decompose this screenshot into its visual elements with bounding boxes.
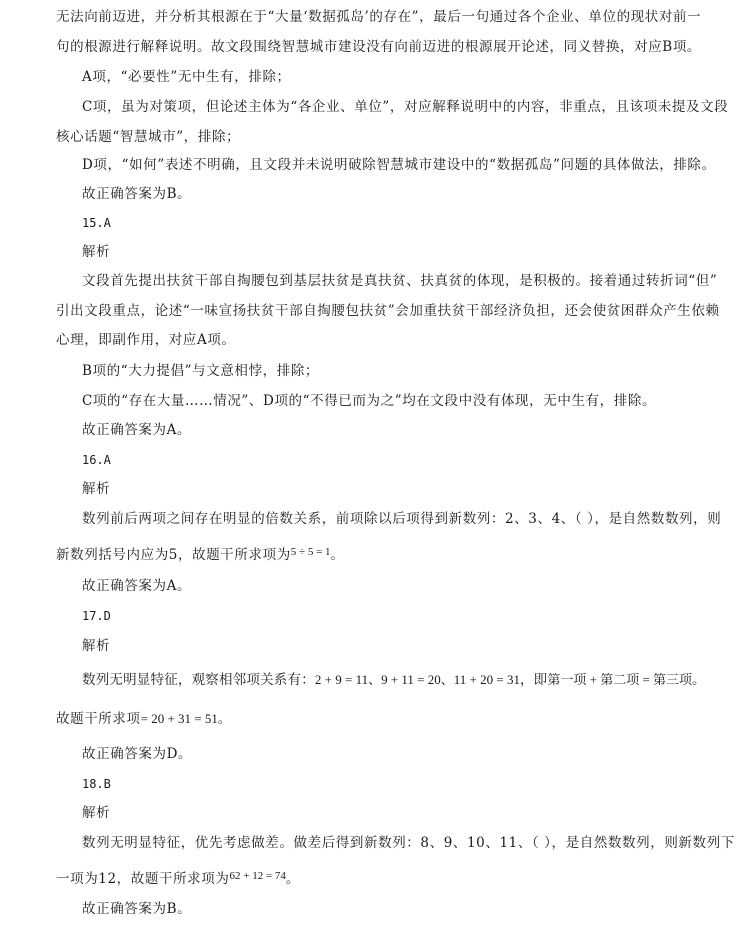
text-line-with-formula [82,671,706,689]
question-number: 18.B [82,777,111,791]
section-label: 解析 [82,805,111,821]
text-segment: 。 [217,711,232,727]
text-segment: 。 [330,547,345,563]
text-line-with-formula [56,867,698,888]
text-segment: 。 [692,672,706,688]
text-segment: 一项为12，故题干所求项为 [56,871,230,887]
question-number: 15.A [82,216,111,230]
question-number: 16.A [82,453,111,467]
formula: 第一项 + 第二项 = 第三项 [547,672,693,687]
text-line: 故正确答案为B。 [82,901,192,917]
text-line: A项，“必要性”无中生有，排除； [82,69,291,85]
text-line: 心理，即副作用，对应A项。 [56,332,236,348]
text-line: C项的“存在大量……情况”、D项的“不得已而为之”均在文段中没有体现，无中生有，排除。 [82,393,657,409]
text-line: 故正确答案为A。 [82,422,192,438]
text-line-with-formula [56,710,698,728]
text-line: 引出文段重点，论述“一味宣扬扶贫干部自掏腰包扶贫”会加重扶贫干部经济负担，还会使贫困群众产生依赖 [56,303,720,319]
text-line: 数列前后两项之间存在明显的倍数关系，前项除以后项得到新数列：2、3、4、（ ），是自然数数列，则 [82,511,722,527]
text-line: 数列无明显特征，优先考虑做差。做差后得到新数列：8、9、10、11、（ ），是自然数数列，则新数列下 [82,835,735,851]
question-number: 17.D [82,609,111,623]
section-label: 解析 [82,481,111,497]
text-line: 核心话题“智慧城市”，排除； [56,129,241,145]
text-segment: 新数列括号内应为5，故题干所求项为 [56,547,291,563]
formula: 5 ÷ 5 = 1 [290,546,331,558]
text-line: 句的根源进行解释说明。故文段围绕智慧城市建设没有向前迈进的根源展开论述，同义替换，对应B项。 [56,39,702,55]
section-label: 解析 [82,638,111,654]
text-line: D项，“如何”表述不明确，且文段并未说明破除智慧城市建设中的“数据孤岛”问题的具体做法，排除。 [82,157,716,173]
text-segment: ，即 [519,672,548,688]
text-line: 故正确答案为B。 [82,186,192,202]
text-line: 故正确答案为A。 [82,578,192,594]
formula: 62 + 12 = 74 [229,870,286,882]
text-segment: 故题干所求项 [56,711,141,727]
text-line: C项，虽为对策项，但论述主体为“各企业、单位”，对应解释说明中的内容，非重点，且该项未提及文段 [82,99,729,115]
text-line: 故正确答案为D。 [82,746,193,762]
text-segment: 数列无明显特征，观察相邻项关系有： [82,672,315,688]
text-line-with-formula [56,543,698,564]
formula: = 20 + 31 = 51 [140,711,218,726]
text-line: 无法向前迈进，并分析其根源在于“大量‘数据孤岛’的存在”，最后一句通过各个企业、单位的现状对前一 [56,9,702,25]
text-segment: 。 [285,871,301,887]
section-label: 解析 [82,244,111,260]
text-line: 文段首先提出扶贫干部自掏腰包到基层扶贫是真扶贫、扶真贫的体现，是积极的。接着通过转折词“但” [82,273,718,289]
formula: 2 + 9 = 11、9 + 11 = 20、11 + 20 = 31 [314,672,520,687]
text-line: B项的“大力提倡”与文意相悖，排除； [82,363,320,379]
